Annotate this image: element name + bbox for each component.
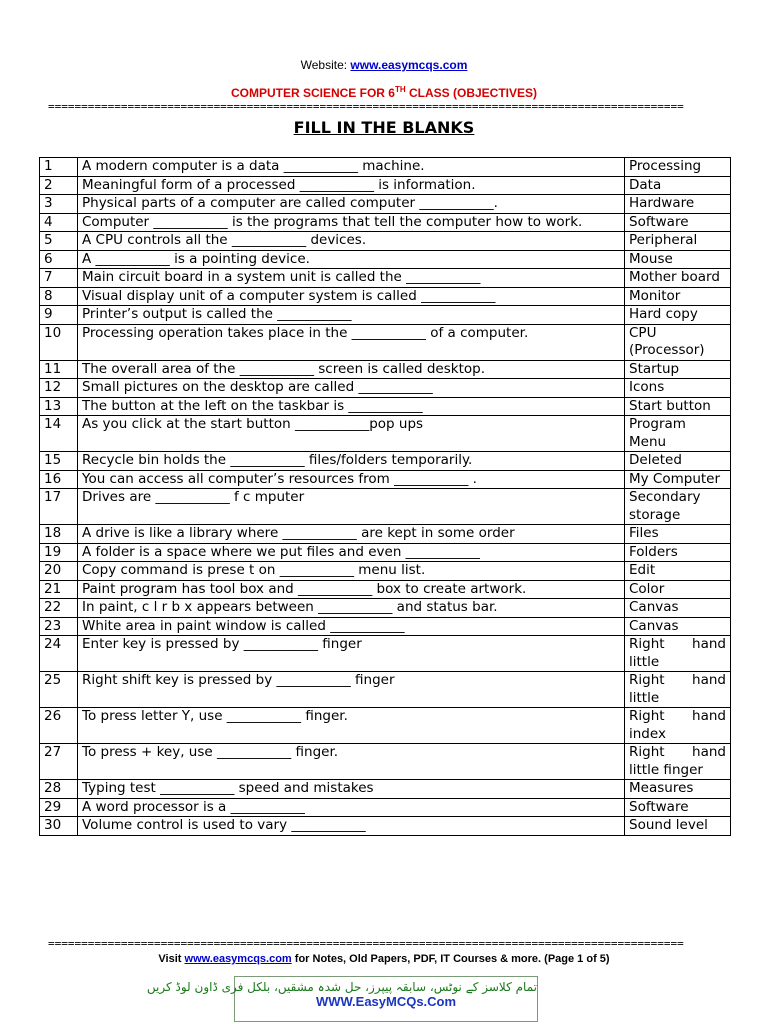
subject-title: [0, 85, 768, 100]
subject-suffix: CLASS (OBJECTIVES): [405, 86, 538, 100]
question-text: Computer ___________ is the programs that tell the computer how to work.: [78, 213, 625, 232]
question-text: A modern computer is a data ___________ machine.: [78, 158, 625, 177]
answer-text: Sound level: [625, 817, 731, 836]
question-text: The button at the left on the taskbar is ___________: [78, 397, 625, 416]
answer-text: Startup: [625, 360, 731, 379]
question-number: 20: [40, 562, 78, 581]
answer-text: Start button: [625, 397, 731, 416]
question-number: 16: [40, 470, 78, 489]
answer-text: My Computer: [625, 470, 731, 489]
question-number: 10: [40, 324, 78, 360]
table-row: [40, 452, 731, 471]
question-text: The overall area of the ___________ screen is called desktop.: [78, 360, 625, 379]
question-number: 7: [40, 269, 78, 288]
table-row: [40, 470, 731, 489]
question-text: Processing operation takes place in the ___________ of a computer.: [78, 324, 625, 360]
table-row: [40, 562, 731, 581]
answer-text: Right hand index: [625, 708, 731, 744]
answer-text: Monitor: [625, 287, 731, 306]
question-number: 17: [40, 489, 78, 525]
question-number: 2: [40, 176, 78, 195]
table-row: [40, 744, 731, 780]
table-row: [40, 287, 731, 306]
table-row: [40, 708, 731, 744]
subject-prefix: COMPUTER SCIENCE FOR 6: [230, 86, 395, 100]
subject-superscript: TH: [394, 85, 406, 94]
question-text: Small pictures on the desktop are called ___________: [78, 379, 625, 398]
footer-line: [0, 953, 768, 965]
answer-text: Color: [625, 580, 731, 599]
question-number: 6: [40, 250, 78, 269]
table-row: [40, 672, 731, 708]
answer-text: Mouse: [625, 250, 731, 269]
question-text: You can access all computer’s resources from ___________ .: [78, 470, 625, 489]
question-text: White area in paint window is called ___________: [78, 617, 625, 636]
table-row: [40, 617, 731, 636]
question-text: A drive is like a library where ___________ are kept in some order: [78, 525, 625, 544]
footer-link[interactable]: www.easymcqs.com: [184, 953, 292, 965]
question-number: 14: [40, 416, 78, 452]
question-number: 22: [40, 599, 78, 618]
table-row: [40, 176, 731, 195]
table-row: [40, 543, 731, 562]
question-text: Drives are ___________ f c mputer: [78, 489, 625, 525]
question-text: Printer’s output is called the ___________: [78, 306, 625, 325]
table-row: [40, 817, 731, 836]
table-row: [40, 780, 731, 799]
table-row: [40, 324, 731, 360]
bottom-separator: ================================================================================================: [48, 938, 684, 950]
answer-text: Icons: [625, 379, 731, 398]
question-number: 21: [40, 580, 78, 599]
question-number: 15: [40, 452, 78, 471]
table-row: [40, 250, 731, 269]
table-row: [40, 232, 731, 251]
answer-text: Files: [625, 525, 731, 544]
question-number: 26: [40, 708, 78, 744]
question-number: 25: [40, 672, 78, 708]
answer-text: Processing: [625, 158, 731, 177]
question-text: Paint program has tool box and ___________ box to create artwork.: [78, 580, 625, 599]
answer-text: Mother board: [625, 269, 731, 288]
question-number: 11: [40, 360, 78, 379]
website-line: [0, 58, 768, 72]
top-separator: ================================================================================================: [48, 101, 684, 113]
question-number: 29: [40, 798, 78, 817]
question-text: A CPU controls all the ___________ devices.: [78, 232, 625, 251]
table-row: [40, 213, 731, 232]
question-text: Copy command is prese t on ___________ menu list.: [78, 562, 625, 581]
question-text: Meaningful form of a processed ___________ is information.: [78, 176, 625, 195]
question-number: 18: [40, 525, 78, 544]
banner-site-link[interactable]: WWW.EasyMCQs.Com: [315, 994, 457, 1009]
answer-text: Data: [625, 176, 731, 195]
question-text: A word processor is a ___________: [78, 798, 625, 817]
question-number: 27: [40, 744, 78, 780]
footer-text: for Notes, Old Papers, PDF, IT Courses & more. (Page 1 of 5): [291, 953, 610, 965]
question-number: 3: [40, 195, 78, 214]
answer-text: Measures: [625, 780, 731, 799]
answer-text: Right hand little: [625, 672, 731, 708]
promo-banner: [146, 976, 538, 1022]
question-number: 12: [40, 379, 78, 398]
question-text: In paint, c l r b x appears between ___________ and status bar.: [78, 599, 625, 618]
answer-text: Right hand little finger: [625, 744, 731, 780]
table-row: [40, 379, 731, 398]
question-number: 4: [40, 213, 78, 232]
answer-text: Software: [625, 798, 731, 817]
table-row: [40, 195, 731, 214]
question-number: 9: [40, 306, 78, 325]
answer-text: Secondary storage: [625, 489, 731, 525]
table-row: [40, 306, 731, 325]
question-number: 8: [40, 287, 78, 306]
question-number: 30: [40, 817, 78, 836]
answer-text: Peripheral: [625, 232, 731, 251]
question-text: Recycle bin holds the ___________ files/folders temporarily.: [78, 452, 625, 471]
question-number: 1: [40, 158, 78, 177]
question-text: Typing test ___________ speed and mistakes: [78, 780, 625, 799]
table-row: [40, 360, 731, 379]
question-text: Main circuit board in a system unit is called the ___________: [78, 269, 625, 288]
question-number: 5: [40, 232, 78, 251]
question-text: Right shift key is pressed by ___________ finger: [78, 672, 625, 708]
table-row: [40, 397, 731, 416]
question-text: To press letter Y, use ___________ finger.: [78, 708, 625, 744]
question-text: To press + key, use ___________ finger.: [78, 744, 625, 780]
question-text: Volume control is used to vary ___________: [78, 817, 625, 836]
question-text: Enter key is pressed by ___________ finger: [78, 636, 625, 672]
answer-text: Software: [625, 213, 731, 232]
question-text: A folder is a space where we put files and even ___________: [78, 543, 625, 562]
banner-urdu-text: تمام کلاسز کے نوٹس، سابقہ پیپرز، حل شدہ مشقیں، بلکل فری ڈاون لوڈ کریں: [146, 980, 537, 994]
answer-text: Right hand little: [625, 636, 731, 672]
answer-text: Edit: [625, 562, 731, 581]
answer-text: Deleted: [625, 452, 731, 471]
table-body: [40, 158, 731, 836]
question-number: 13: [40, 397, 78, 416]
table-row: [40, 416, 731, 452]
table-row: [40, 636, 731, 672]
footer-visit: Visit: [158, 953, 185, 965]
question-number: 23: [40, 617, 78, 636]
page-title: FILL IN THE BLANKS: [293, 118, 475, 137]
table-row: [40, 489, 731, 525]
table-row: [40, 580, 731, 599]
answer-text: Folders: [625, 543, 731, 562]
question-text: Physical parts of a computer are called computer ___________.: [78, 195, 625, 214]
table-row: [40, 158, 731, 177]
website-label: Website:: [300, 58, 348, 72]
answer-text: Hardware: [625, 195, 731, 214]
question-number: 28: [40, 780, 78, 799]
answer-text: Hard copy: [625, 306, 731, 325]
question-text: Visual display unit of a computer system is called ___________: [78, 287, 625, 306]
table-row: [40, 599, 731, 618]
table-row: [40, 798, 731, 817]
question-text: A ___________ is a pointing device.: [78, 250, 625, 269]
website-link[interactable]: www.easymcqs.com: [350, 58, 468, 72]
table-row: [40, 525, 731, 544]
fill-in-blanks-table: [39, 157, 731, 836]
table-row: [40, 269, 731, 288]
question-number: 19: [40, 543, 78, 562]
answer-text: Canvas: [625, 617, 731, 636]
answer-text: Program Menu: [625, 416, 731, 452]
question-text: As you click at the start button ___________pop ups: [78, 416, 625, 452]
answer-text: Canvas: [625, 599, 731, 618]
question-number: 24: [40, 636, 78, 672]
answer-text: CPU (Processor): [625, 324, 731, 360]
